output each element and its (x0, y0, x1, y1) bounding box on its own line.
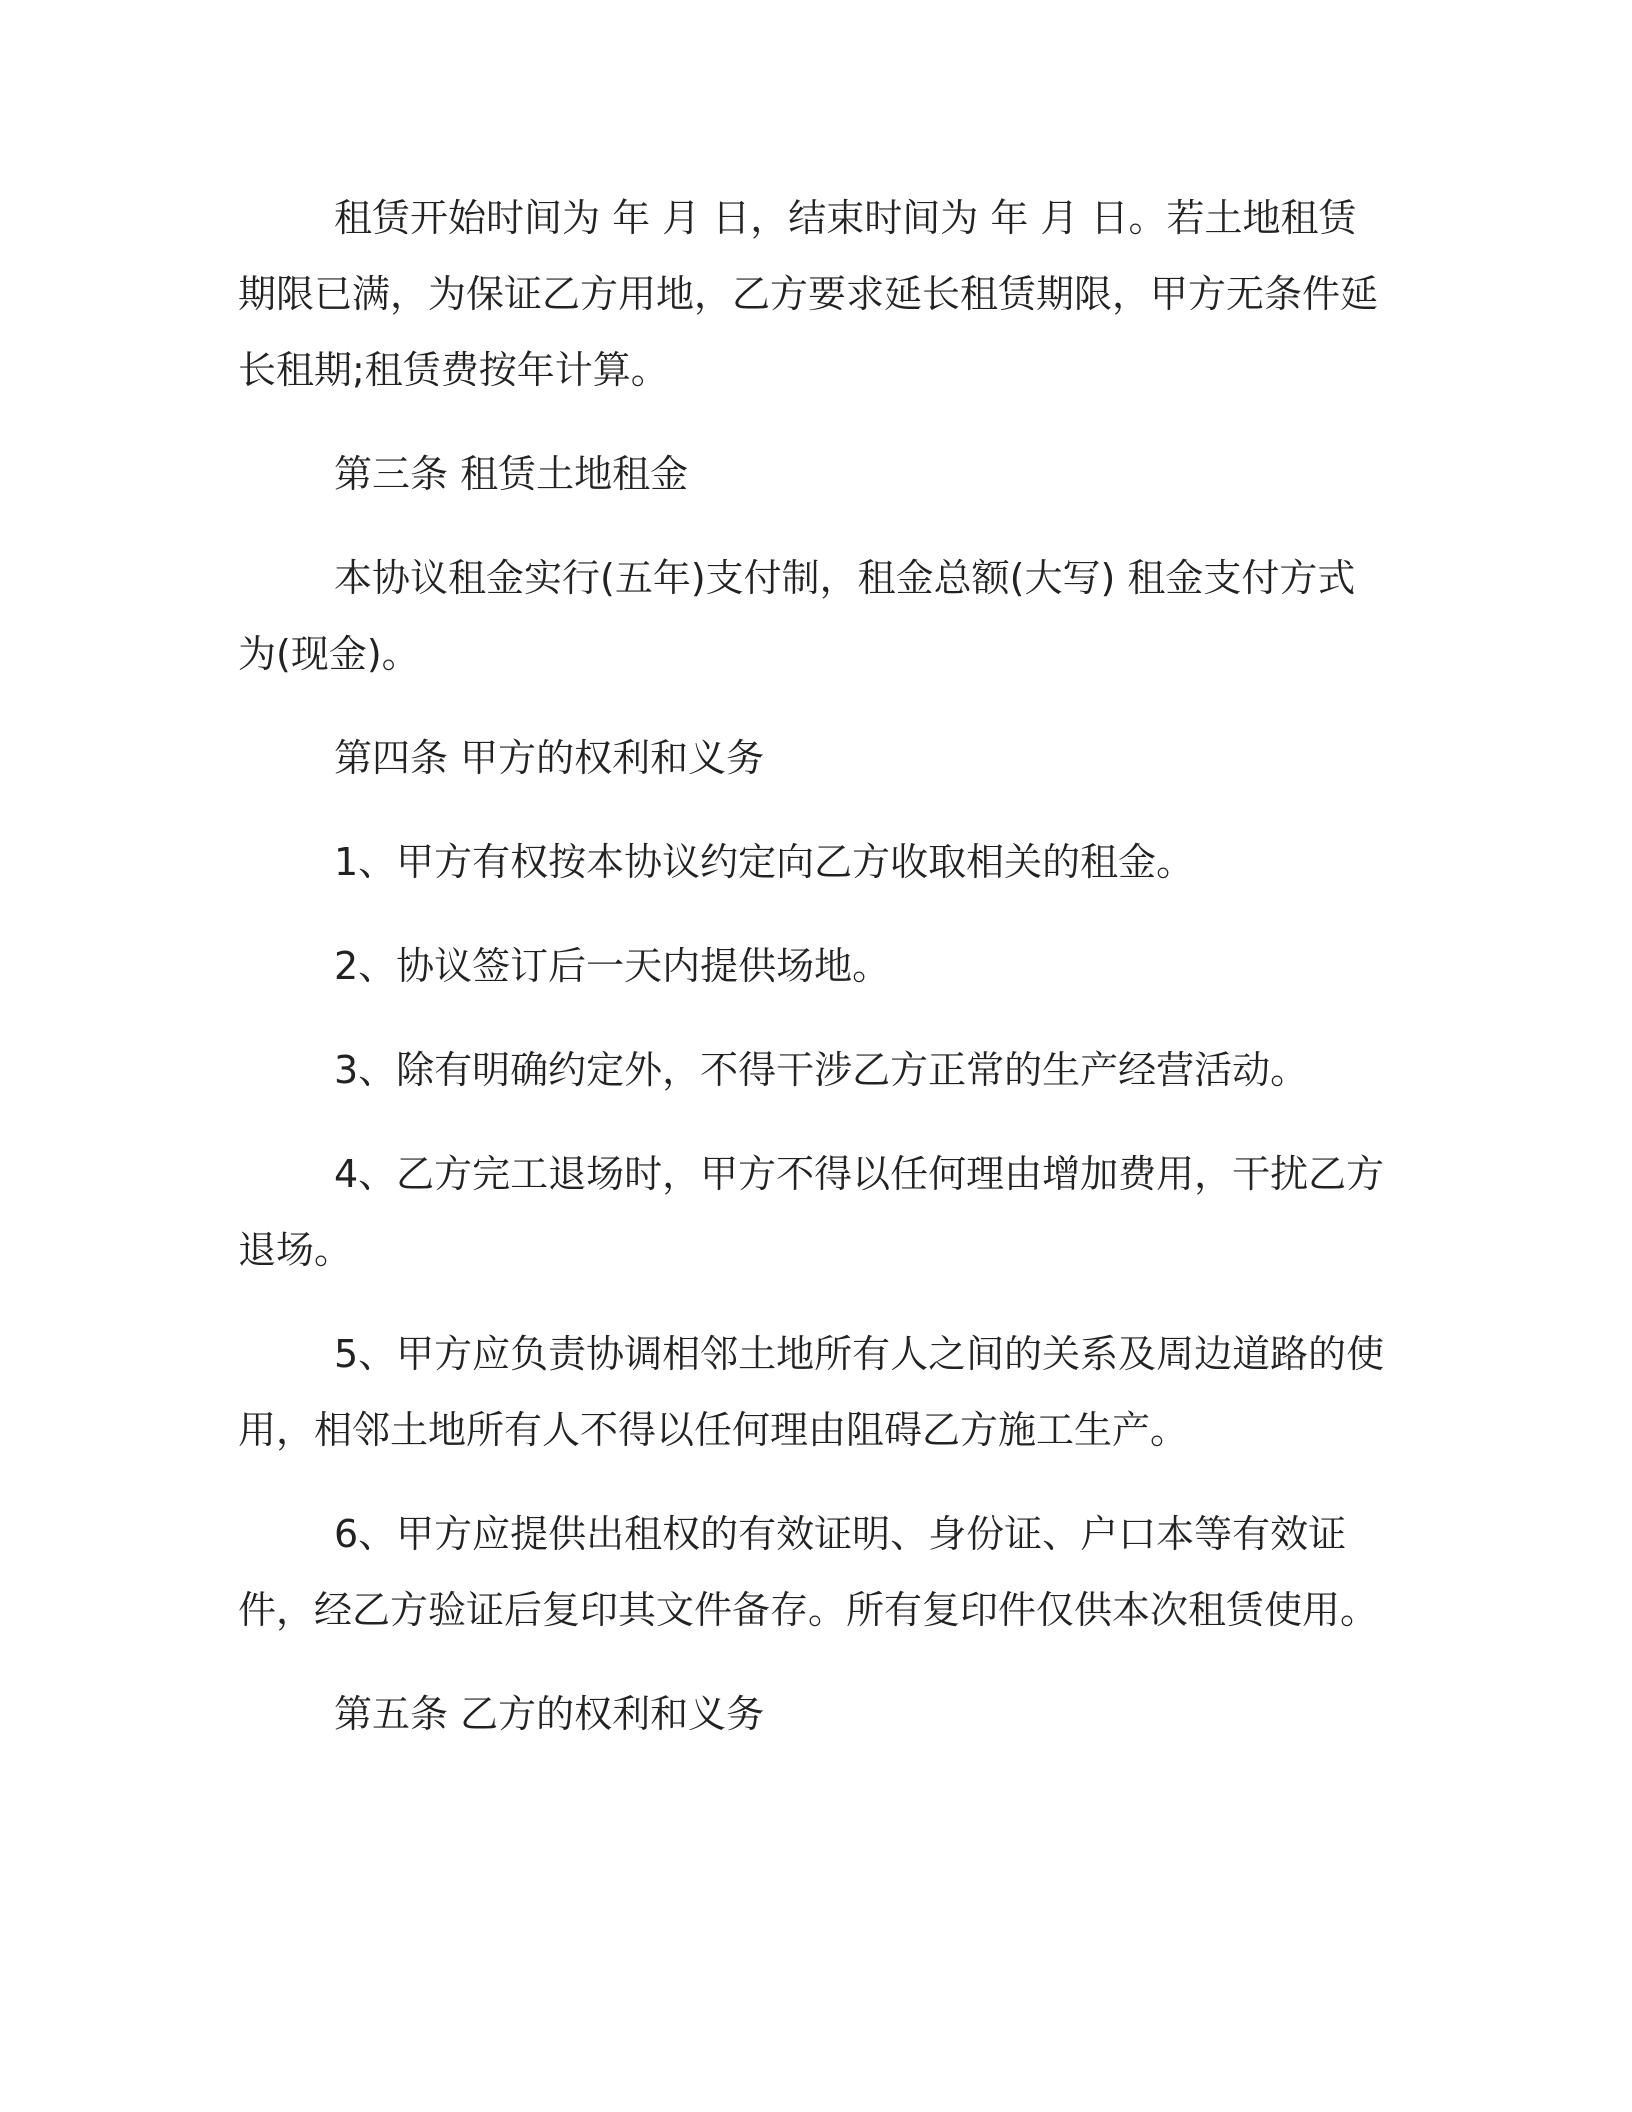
clause-4-2: 2、协议签订后一天内提供场地。 (334, 944, 891, 988)
article-4-heading: 第四条 甲方的权利和义务 (334, 736, 765, 780)
clause-4-3: 3、除有明确约定外，不得干涉乙方正常的生产经营活动。 (334, 1048, 1309, 1092)
clause-4-6: 6、甲方应提供出租权的有效证明、身份证、户口本等有效证件，经乙方验证后复印其文件备存。所有复印件仅供本次租赁使用。 (238, 1512, 1379, 1632)
clause-4-1: 1、甲方有权按本协议约定向乙方收取相关的租金。 (334, 840, 1195, 884)
article-3-heading: 第三条 租赁土地租金 (334, 452, 689, 496)
clause-4-5: 5、甲方应负责协调相邻土地所有人之间的关系及周边道路的使用，相邻土地所有人不得以任何理由阻碍乙方施工生产。 (238, 1332, 1385, 1452)
article-5-heading: 第五条 乙方的权利和义务 (334, 1692, 765, 1736)
paragraph-lease-term: 租赁开始时间为 年 月 日，结束时间为 年 月 日。若土地租赁期限已满，为保证乙方用地，乙方要求延长租赁期限，甲方无条件延长租期;租赁费按年计算。 (238, 196, 1379, 392)
clause-4-4: 4、乙方完工退场时，甲方不得以任何理由增加费用，干扰乙方退场。 (238, 1152, 1385, 1272)
paragraph-rent-payment: 本协议租金实行(五年)支付制，租金总额(大写) 租金支付方式为(现金)。 (238, 556, 1356, 676)
document-body (238, 180, 1388, 1780)
